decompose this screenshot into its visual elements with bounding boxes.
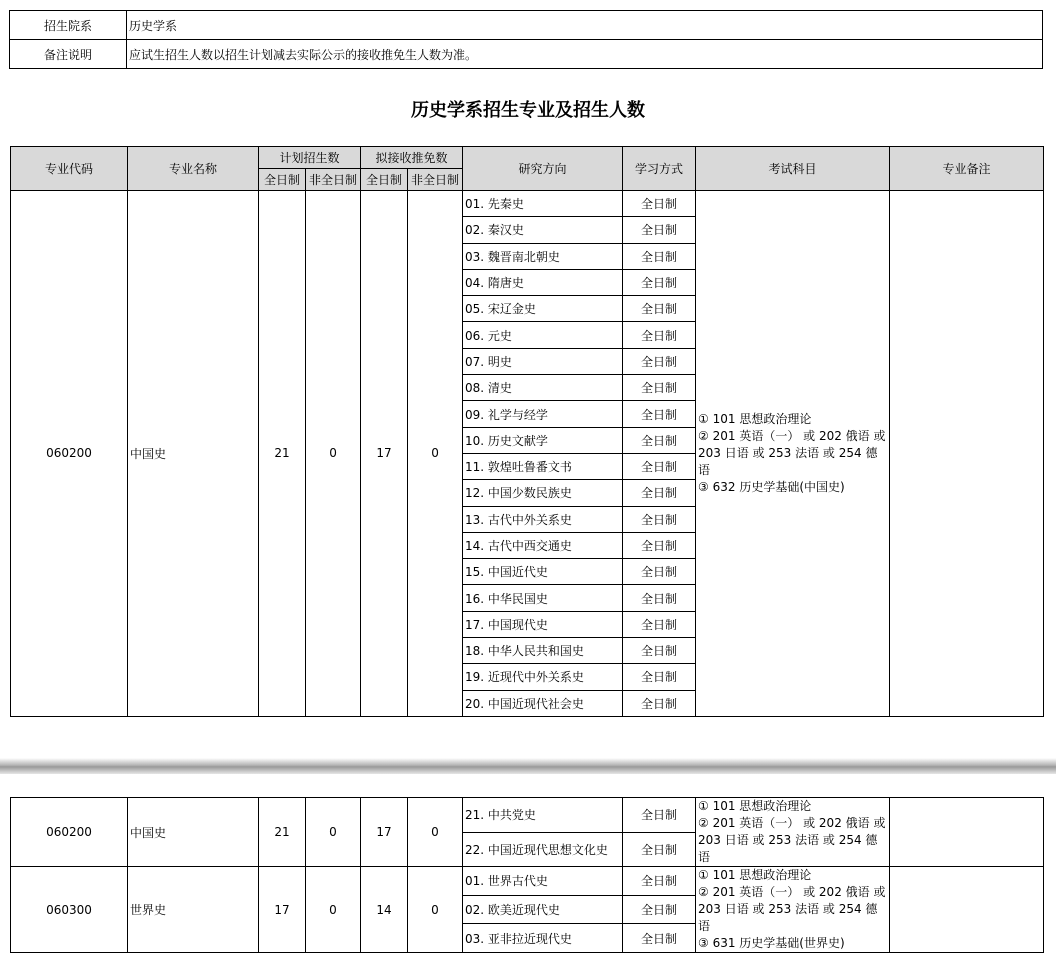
header-accept-full: 全日制 — [361, 169, 408, 191]
major-name: 中国史 — [128, 191, 259, 717]
research-direction: 02. 秦汉史 — [463, 217, 623, 243]
study-mode: 全日制 — [623, 690, 696, 716]
table-row — [11, 798, 1044, 833]
research-direction: 14. 古代中西交通史 — [463, 532, 623, 558]
research-direction: 09. 礼学与经学 — [463, 401, 623, 427]
research-direction: 01. 先秦史 — [463, 191, 623, 217]
exam-subject-line: ③ 632 历史学基础(中国史) — [698, 479, 845, 494]
research-direction: 01. 世界古代史 — [463, 867, 623, 896]
enrollment-table-continued — [10, 797, 1044, 953]
exam-subject-line: 203 日语 或 253 法语 或 254 德语 — [698, 833, 878, 864]
exam-subjects — [696, 867, 890, 953]
exam-subject-line: ① 101 思想政治理论 — [698, 799, 812, 813]
research-direction: 03. 魏晋南北朝史 — [463, 243, 623, 269]
study-mode: 全日制 — [623, 924, 696, 953]
header-note: 专业备注 — [890, 147, 1044, 191]
study-mode: 全日制 — [623, 664, 696, 690]
research-direction: 15. 中国近代史 — [463, 559, 623, 585]
study-mode: 全日制 — [623, 243, 696, 269]
major-note — [890, 798, 1044, 867]
plan-full-count: 21 — [259, 191, 306, 717]
major-name: 中国史 — [128, 798, 259, 867]
research-direction: 02. 欧美近现代史 — [463, 895, 623, 924]
research-direction: 12. 中国少数民族史 — [463, 480, 623, 506]
header-plan: 计划招生数 — [259, 147, 361, 169]
exam-subject-line: 203 日语 或 253 法语 或 254 德语 — [698, 902, 878, 933]
header-accept-nonfull: 非全日制 — [408, 169, 463, 191]
research-direction: 17. 中国现代史 — [463, 611, 623, 637]
major-code: 060200 — [11, 798, 128, 867]
accept-nonfull-count: 0 — [408, 191, 463, 717]
study-mode: 全日制 — [623, 895, 696, 924]
exam-subject-line: 203 日语 或 253 法语 或 254 德语 — [698, 445, 878, 477]
accept-nonfull-count: 0 — [408, 798, 463, 867]
research-direction: 19. 近现代中外关系史 — [463, 664, 623, 690]
accept-full-count: 17 — [361, 191, 408, 717]
study-mode: 全日制 — [623, 401, 696, 427]
table-row — [11, 867, 1044, 896]
exam-subject-line: ③ 631 历史学基础(世界史) — [698, 936, 845, 950]
study-mode: 全日制 — [623, 427, 696, 453]
study-mode: 全日制 — [623, 559, 696, 585]
exam-subject-line: ② 201 英语（一） 或 202 俄语 或 — [698, 816, 886, 830]
study-mode: 全日制 — [623, 832, 696, 867]
study-mode: 全日制 — [623, 798, 696, 833]
plan-nonfull-count: 0 — [306, 191, 361, 717]
info-row-note — [10, 40, 1043, 69]
research-direction: 11. 敦煌吐鲁番文书 — [463, 453, 623, 479]
research-direction: 05. 宋辽金史 — [463, 296, 623, 322]
study-mode: 全日制 — [623, 217, 696, 243]
table-row — [11, 191, 1044, 217]
research-direction: 13. 古代中外关系史 — [463, 506, 623, 532]
header-plan-nonfull: 非全日制 — [306, 169, 361, 191]
exam-subjects — [696, 191, 890, 717]
enrollment-table — [10, 146, 1044, 717]
accept-nonfull-count: 0 — [408, 867, 463, 953]
study-mode: 全日制 — [623, 453, 696, 479]
accept-full-count: 17 — [361, 798, 408, 867]
research-direction: 16. 中华民国史 — [463, 585, 623, 611]
major-code: 060200 — [11, 191, 128, 717]
major-name: 世界史 — [128, 867, 259, 953]
study-mode: 全日制 — [623, 191, 696, 217]
research-direction: 04. 隋唐史 — [463, 269, 623, 295]
major-note — [890, 191, 1044, 717]
dept-label: 招生院系 — [10, 11, 127, 40]
header-row-1 — [11, 147, 1044, 169]
study-mode: 全日制 — [623, 506, 696, 532]
header-name: 专业名称 — [128, 147, 259, 191]
study-mode: 全日制 — [623, 480, 696, 506]
note-label: 备注说明 — [10, 40, 127, 69]
major-code: 060300 — [11, 867, 128, 953]
study-mode: 全日制 — [623, 611, 696, 637]
research-direction: 06. 元史 — [463, 322, 623, 348]
exam-subject-line: ② 201 英语（一） 或 202 俄语 或 — [698, 428, 886, 443]
study-mode: 全日制 — [623, 532, 696, 558]
info-row-dept — [10, 11, 1043, 40]
research-direction: 03. 亚非拉近现代史 — [463, 924, 623, 953]
page-separator — [0, 758, 1056, 774]
study-mode: 全日制 — [623, 375, 696, 401]
study-mode: 全日制 — [623, 638, 696, 664]
plan-nonfull-count: 0 — [306, 798, 361, 867]
research-direction: 21. 中共党史 — [463, 798, 623, 833]
research-direction: 07. 明史 — [463, 348, 623, 374]
study-mode: 全日制 — [623, 296, 696, 322]
major-note — [890, 867, 1044, 953]
exam-subject-line: ① 101 思想政治理论 — [698, 868, 812, 882]
header-mode: 学习方式 — [623, 147, 696, 191]
header-plan-full: 全日制 — [259, 169, 306, 191]
header-direction: 研究方向 — [463, 147, 623, 191]
exam-subject-line: ② 201 英语（一） 或 202 俄语 或 — [698, 885, 886, 899]
study-mode: 全日制 — [623, 585, 696, 611]
dept-value: 历史学系 — [127, 11, 1043, 40]
exam-subjects — [696, 798, 890, 867]
header-accept: 拟接收推免数 — [361, 147, 463, 169]
research-direction: 08. 清史 — [463, 375, 623, 401]
plan-nonfull-count: 0 — [306, 867, 361, 953]
info-table — [9, 10, 1043, 69]
plan-full-count: 21 — [259, 798, 306, 867]
exam-subject-line: ① 101 思想政治理论 — [698, 411, 812, 426]
header-exam: 考试科目 — [696, 147, 890, 191]
plan-full-count: 17 — [259, 867, 306, 953]
research-direction: 10. 历史文献学 — [463, 427, 623, 453]
study-mode: 全日制 — [623, 867, 696, 896]
research-direction: 22. 中国近现代思想文化史 — [463, 832, 623, 867]
study-mode: 全日制 — [623, 348, 696, 374]
research-direction: 18. 中华人民共和国史 — [463, 638, 623, 664]
page-title: 历史学系招生专业及招生人数 — [411, 100, 645, 121]
note-value: 应试生招生人数以招生计划减去实际公示的接收推免生人数为准。 — [127, 40, 1043, 69]
research-direction: 20. 中国近现代社会史 — [463, 690, 623, 716]
study-mode: 全日制 — [623, 322, 696, 348]
header-code: 专业代码 — [11, 147, 128, 191]
accept-full-count: 14 — [361, 867, 408, 953]
study-mode: 全日制 — [623, 269, 696, 295]
